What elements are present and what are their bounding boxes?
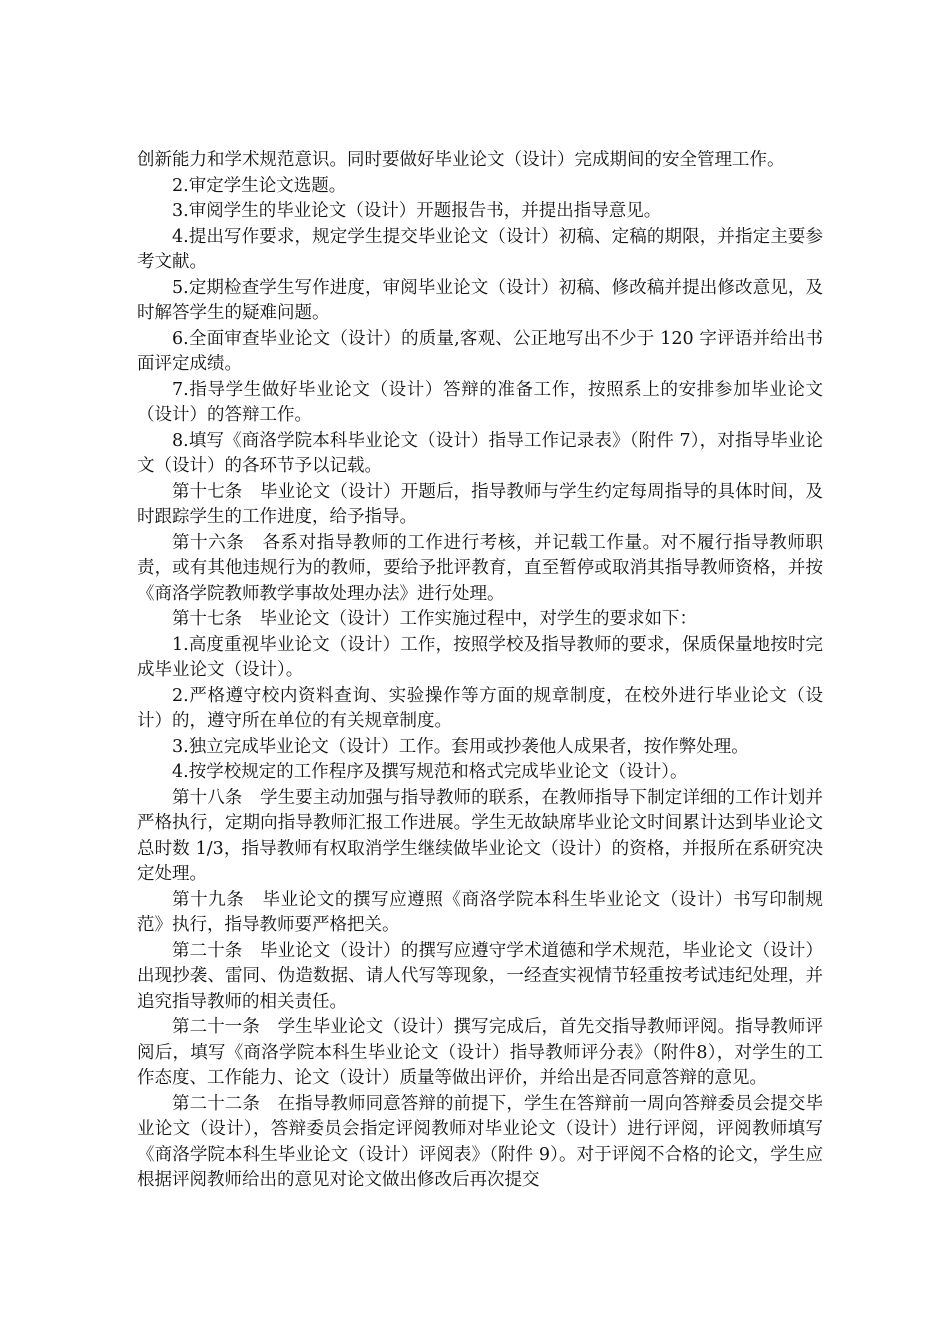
paragraph-item-2: 2.审定学生论文选题。 [172,175,347,196]
article-20: 第二十条 毕业论文（设计）的撰写应遵守学术道德和学术规范，毕业论文（设计）出现抄袭、雷同、伪造数据、请人代写等现象，一经查实视情节轻重按考试违纪处理，并追究指导教师的相关责任。 [137,940,823,1012]
article-17-a: 第十七条 毕业论文（设计）开题后，指导教师与学生约定每周指导的具体时间，及时跟踪学生的工作进度，给予指导。 [137,481,823,527]
paragraph-continuation: 创新能力和学术规范意识。同时要做好毕业论文（设计）完成期间的安全管理工作。 [137,150,785,170]
paragraph-item-3: 3.审阅学生的毕业论文（设计）开题报告书，并提出指导意见。 [172,201,662,221]
student-requirement-2: 2.严格遵守校内资料查询、实验操作等方面的规章制度，在校外进行毕业论文（设计）的，遵守所在单位的有关规章制度。 [137,685,823,731]
student-requirement-3: 3.独立完成毕业论文（设计）工作。套用或抄袭他人成果者，按作弊处理。 [172,736,749,757]
paragraph-item-4: 4.提出写作要求，规定学生提交毕业论文（设计）初稿、定稿的期限，并指定主要参考文献。 [137,226,823,272]
paragraph-item-8: 8.填写《商洛学院本科毕业论文（设计）指导工作记录表》（附件 7），对指导毕业论文（设计）的各环节予以记载。 [137,430,823,476]
article-21: 第二十一条 学生毕业论文（设计）撰写完成后，首先交指导教师评阅。指导教师评阅后，填写《商洛学院本科生毕业论文（设计）指导教师评分表》（附件8），对学生的工作态度、工作能力、论文（设计）质量等做出评价，并给出是否同意答辩的意见。 [137,1017,823,1088]
student-requirement-1: 1.高度重视毕业论文（设计）工作，按照学校及指导教师的要求，保质保量地按时完成毕业论文（设计）。 [137,634,823,680]
article-22: 第二十二条 在指导教师同意答辩的前提下，学生在答辩前一周向答辩委员会提交毕业论文（设计），答辩委员会指定评阅教师对毕业论文（设计）进行评阅，评阅教师填写《商洛学院本科生毕业论文（设计）评阅表》（附件 9）。对于评阅不合格的论文，学生应根据评阅教师给出的意见对论文做出修改后再次提交 [137,1093,823,1190]
paragraph-item-5: 5.定期检查学生写作进度，审阅毕业论文（设计）初稿、修改稿并提出修改意见，及时解答学生的疑难问题。 [137,277,823,323]
article-18: 第十八条 学生要主动加强与指导教师的联系，在教师指导下制定详细的工作计划并严格执行，定期向指导教师汇报工作进展。学生无故缺席毕业论文时间累计达到毕业论文总时数 1/3，指导教师有权取消学生继续做毕业论文（设计）的资格，并报所在系研究决定处理。 [137,787,823,884]
student-requirement-4: 4.按学校规定的工作程序及撰写规范和格式完成毕业论文（设计）。 [172,762,688,782]
article-17-b: 第十七条 毕业论文（设计）工作实施过程中，对学生的要求如下： [172,609,697,629]
article-16: 第十六条 各系对指导教师的工作进行考核，并记载工作量。对不履行指导教师职责，或有其他违规行为的教师，要给予批评教育，直至暂停或取消其指导教师资格，并按《商洛学院教师教学事故处理办法》进行处理。 [137,532,823,604]
paragraph-item-6: 6.全面审查毕业论文（设计）的质量,客观、公正地写出不少于 120 字评语并给出书面评定成绩。 [137,328,823,374]
document-body [137,148,823,1194]
paragraph-item-7: 7.指导学生做好毕业论文（设计）答辩的准备工作，按照系上的安排参加毕业论文（设计）的答辩工作。 [137,379,823,425]
article-19: 第十九条 毕业论文的撰写应遵照《商洛学院本科生毕业论文（设计）书写印制规范》执行，指导教师要严格把关。 [137,889,823,935]
